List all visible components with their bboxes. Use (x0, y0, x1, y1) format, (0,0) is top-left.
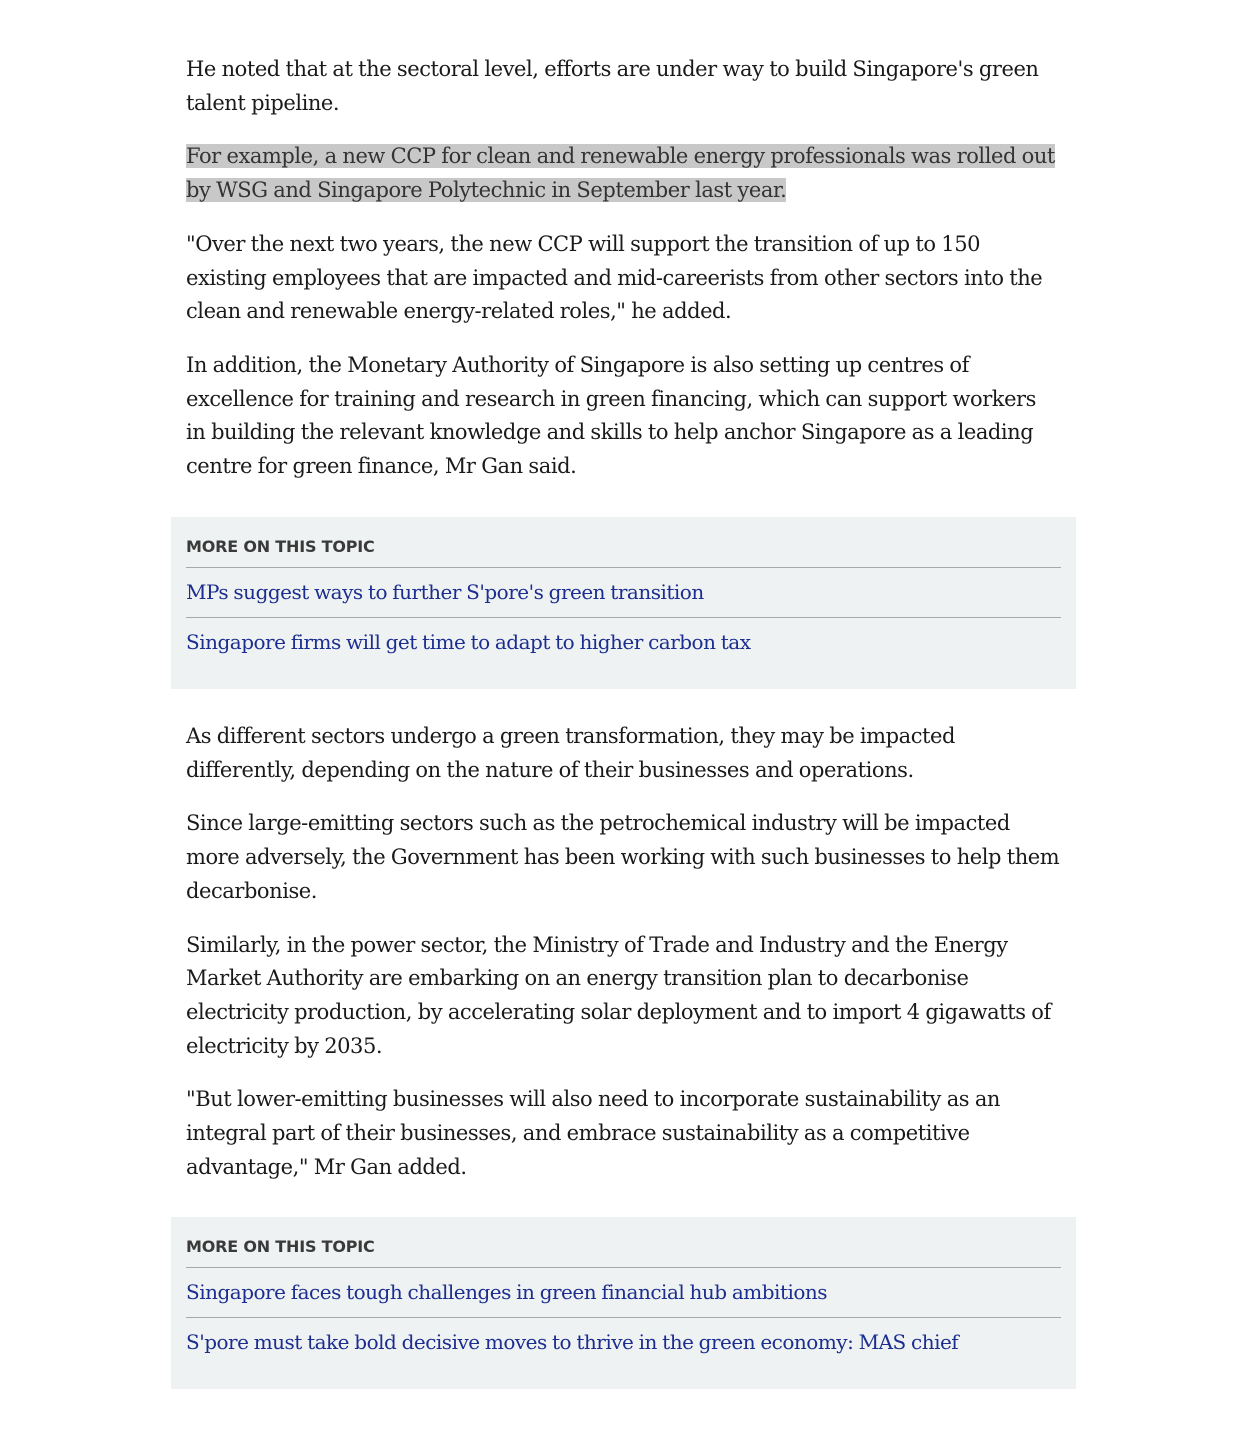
article-paragraph: In addition, the Monetary Authority of Singapore is also setting up centres of excellence for training and research in green financing, which can support workers in building the relevant knowledge and skills to help anchor Singapore as a leading centre for green finance, Mr Gan said. (186, 352, 1036, 479)
related-article-link[interactable]: S'pore must take bold decisive moves to thrive in the green economy: MAS chief (186, 1330, 959, 1354)
text-selection-highlight: For example, a new CCP for clean and renewable energy professionals was rolled out by WSG and Singapore Polytechnic in September last year. (186, 144, 1055, 203)
article-paragraph: Since large-emitting sectors such as the petrochemical industry will be impacted more adversely, the Government has been working with such businesses to help them decarbonise. (186, 811, 1060, 903)
article-section-1 (186, 53, 1061, 504)
related-article-link[interactable]: Singapore faces tough challenges in green financial hub ambitions (186, 1268, 1061, 1318)
related-article-link[interactable]: MPs suggest ways to further S'pore's green transition (186, 568, 1061, 618)
article-paragraph: Similarly, in the power sector, the Ministry of Trade and Industry and the Energy Market Authority are embarking on an energy transition plan to decarbonise electricity production, by accelerating solar deployment and to import 4 gigawatts of electricity by 2035. (186, 932, 1051, 1058)
article-paragraph: "Over the next two years, the new CCP will support the transition of up to 150 existing employees that are impacted and mid-careerists from other sectors into the clean and renewable energy-related roles," he added. (186, 231, 1043, 324)
article-paragraph-highlighted (186, 140, 1061, 207)
more-on-topic-box (171, 1217, 1076, 1389)
related-article-link[interactable]: Singapore firms will get time to adapt to higher carbon tax (186, 630, 751, 654)
article-section-2 (186, 720, 1061, 1204)
article-paragraph: He noted that at the sectoral level, efforts are under way to build Singapore's green talent pipeline. (186, 57, 1039, 115)
article-paragraph: "But lower-emitting businesses will also need to incorporate sustainability as an integral part of their businesses, and embrace sustainability as a competitive advantage," Mr Gan added. (186, 1087, 1000, 1179)
more-on-topic-box (171, 517, 1076, 689)
article-paragraph: As different sectors undergo a green transformation, they may be impacted differently, depending on the nature of their businesses and operations. (186, 724, 955, 782)
more-on-topic-heading: MORE ON THIS TOPIC (186, 537, 1061, 568)
more-on-topic-heading: MORE ON THIS TOPIC (186, 1237, 1061, 1268)
